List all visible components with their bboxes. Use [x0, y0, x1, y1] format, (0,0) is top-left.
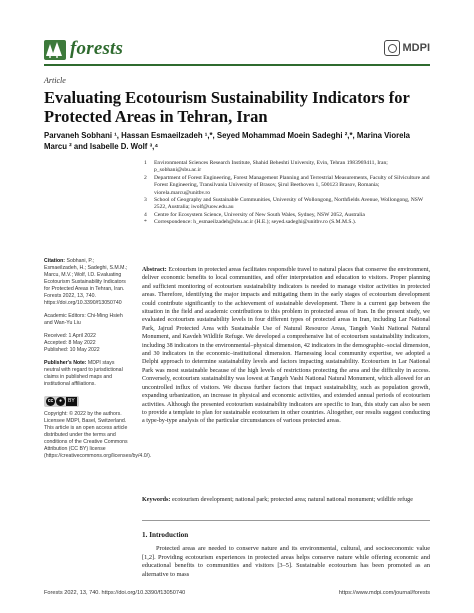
by-person-icon: ●: [56, 397, 65, 406]
cc-by-license-badge[interactable]: [44, 396, 79, 407]
keywords-text: ecotourism development; national park; protected area; natural national monument; wildlife refuge: [171, 497, 413, 503]
cc-icon: cc: [47, 398, 54, 404]
dates-block: [44, 333, 128, 354]
published-date: Published: 10 May 2022: [44, 347, 100, 353]
article-type: Article: [44, 76, 66, 85]
keywords-label: Keywords:: [142, 497, 171, 503]
academic-editors: Academic Editors: Chi-Ming Hsieh and Wan-Yu Liu: [44, 313, 123, 326]
publisher-note: Publisher's Note: MDPI stays neutral with regard to jurisdictional claims in published maps and institutional affiliations.: [44, 360, 123, 387]
abstract: [142, 266, 430, 426]
publisher-logo[interactable]: [384, 40, 431, 56]
header-divider: [44, 64, 430, 66]
section-heading: 1. Introduction: [142, 531, 189, 539]
affiliations: [144, 160, 434, 227]
copyright-notice[interactable]: Copyright: © 2022 by the authors. Licensee MDPI, Basel, Switzerland. This article is an open access article distributed under the terms and conditions of the Creative Commons Attribution (CC BY) license (https://creativecommons.org/licenses/by/4.0/).: [44, 411, 152, 459]
abstract-label: Abstract:: [142, 267, 167, 273]
publisher-name: MDPI: [402, 42, 430, 54]
forest-trees-icon: [44, 40, 66, 60]
cc-by-label: BY: [68, 398, 75, 404]
accepted-date: Accepted: 8 May 2022: [44, 340, 96, 346]
intro-paragraph: Protected areas are needed to conserve nature and its environmental, cultural, and socioeconomic value [1,2]. Providing ecotourism experiences in protected areas helps conserve nature while offering economic and educational benefits to communities and visitors [3–5]. Sustainable ecotourism has been promoted as an alternative to mass: [142, 545, 430, 578]
keywords: [142, 496, 430, 504]
abstract-text: Ecotourism in protected areas facilitates responsible travel to natural places that conserve the environment, deliver economic benefits to local communities, and offer interpretation and education to visitors. Proper planning and sufficient monitoring of ecotourism sustainability indicators is needed to manage visitor activities in protected areas. Therefore, identifying the major impacts and mitigating them in the early stages of ecotourism development could contribute significantly to the achievement of sustainable development. There is a current gap between the situation in the field and academic contributions to this problem in protected areas of Iran. In the present study, we evaluated ecotourism sustainability levels in four different types of protected areas in Iran, including Lar National Park, Jajrud Protected Area with Sustainable Use of Natural Resource Areas, Tangeh Vashi National Natural Monument, and Kavdeh Wildlife Refuge. We developed a comprehensive list of ecotourism sustainability indicators, including 38 indicators in the environmental–physical dimension, 42 indicators in the demographic–social dimension, and 30 indicators in the economic–institutional dimension. Harnessing local community expertise, we adopted a Delphi approach to determine sustainability levels and factors impacting sustainability. Ecotourism in Lar National Park was most sustainable because of the high levels of restrictions protecting the area and the difficulty in access. Conversely, ecotourism sustainability was lowest at Tangeh Vashi National Natural Monument, which allowed for an uncontrolled influx of visitors. We discuss further factors that impact sustainability, such as population growth, expanding urbanization, an increase in physical and economic activities, and extended annual periods of ecotourism activities. Although the presented ecotourism sustainability indicators are specific to Iran, this study can also be seen to provide a template to plan for sustainable ecotourism in other countries. Altogether, our results suggest conducting a type-by-type analysis of the particular circumstances of various protected areas.: [142, 267, 430, 425]
mdpi-logo-icon: [384, 40, 400, 56]
footer-citation[interactable]: Forests 2022, 13, 740. https://doi.org/10.3390/f13050740: [44, 590, 186, 596]
citation-block[interactable]: Citation: Sobhani, P.; Esmaeilzadeh, H.; Sadeghi, S.M.M.; Marcu, M.V.; Wolf, I.D. Evaluating Ecotourism Sustainability Indicators for Protected Areas in Tehran, Iran. Forests 2022, 13, 740. https://doi.org/10.3390/f13050740: [44, 258, 128, 306]
affiliation-item: 1 Environmental Sciences Research Institute, Shahid Beheshti University, Evin, Tehran 1983969411, Iran; p_sobhani@sbu.ac.ir: [144, 160, 388, 174]
received-date: Received: 1 April 2022: [44, 333, 96, 339]
article-title: Evaluating Ecotourism Sustainability Indicators for Protected Areas in Tehran, Iran: [44, 88, 410, 126]
section-divider: [142, 520, 430, 521]
affiliation-item: 4 Centre for Ecosystem Science, University of New South Wales, Sydney, NSW 2052, Australia: [144, 211, 365, 218]
author-list[interactable]: Parvaneh Sobhani ¹, Hassan Esmaeilzadeh ¹,*, Seyed Mohammad Moein Sadeghi ²,*, Marina Viorela Marcu ² and Isabelle D. Wolf ³,⁴: [44, 131, 410, 151]
page-footer: [44, 590, 430, 596]
journal-name[interactable]: forests: [70, 38, 124, 59]
affiliation-item: 2 Department of Forest Engineering, Forest Management Planning and Terrestrial Measurements, Faculty of Silviculture and Forest Engineering, Transilvania University of Brasov, Şirul Beethoven 1, 500123 Brasov, Romania; viorela.marcu@unitbv.ro: [144, 174, 430, 196]
footer-journal-url[interactable]: https://www.mdpi.com/journal/forests: [338, 590, 430, 596]
sidebar-metadata: [44, 258, 152, 466]
correspondence-item: * Correspondence: h_esmaeilzadeh@sbu.ac.ir (H.E.); seyed.sadeghi@unitbv.ro (S.M.M.S.).: [144, 219, 357, 226]
affiliation-item: 3 School of Geography and Sustainable Communities, University of Wollongong, Northfields Avenue, Wollongong, NSW 2522, Australia; iwolf@uow.edu.au: [144, 197, 424, 211]
